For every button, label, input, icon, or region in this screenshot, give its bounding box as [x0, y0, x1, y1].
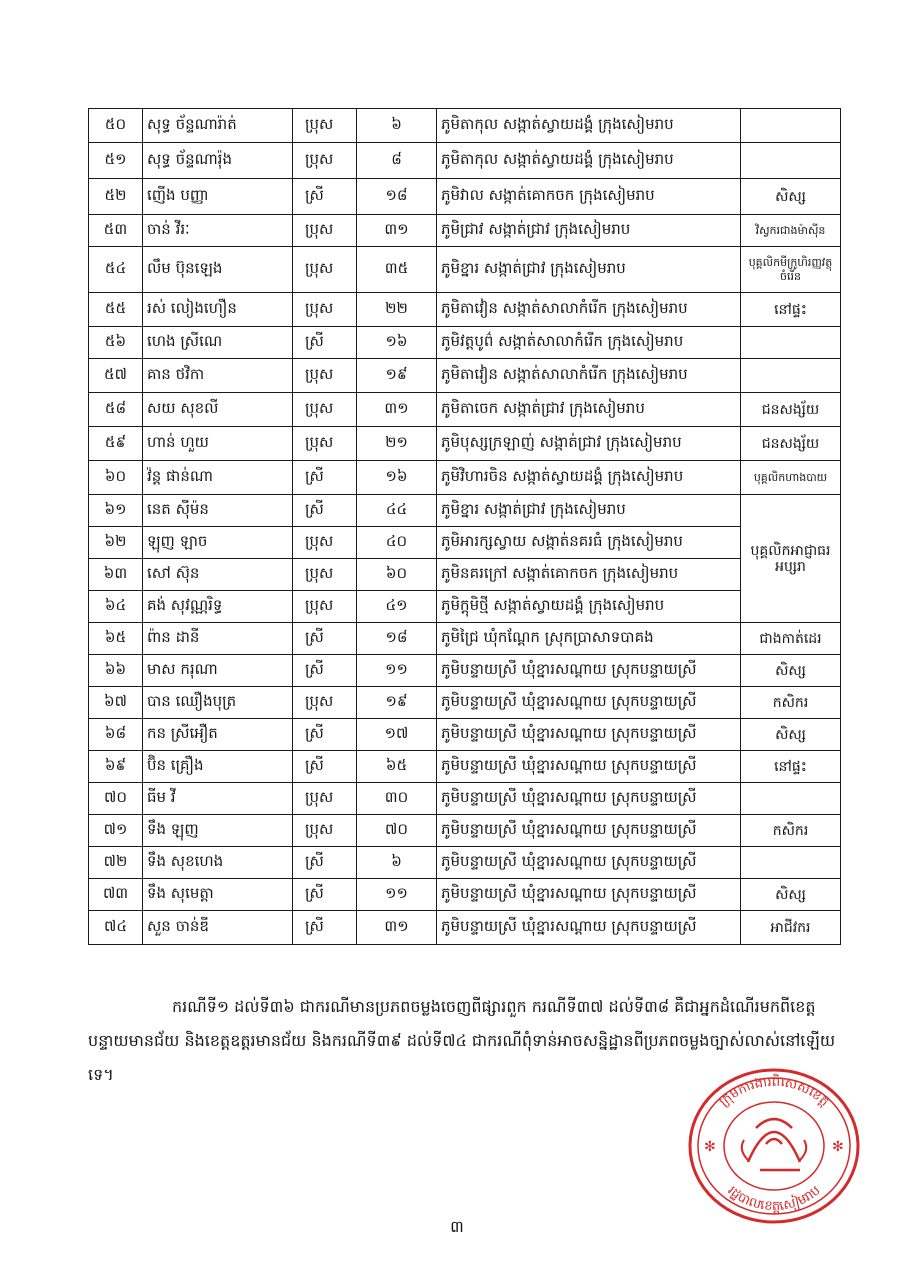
cell-note [741, 327, 841, 359]
table-row [89, 179, 841, 215]
cell-number: ៦៥ [89, 623, 143, 655]
cell-name: រស់ លៀងហឿន [143, 293, 293, 327]
cell-number: ៦២ [89, 527, 143, 559]
cell-age: ៣១ [357, 911, 437, 945]
cell-note [741, 359, 841, 393]
cell-sex: ស្រី [293, 719, 357, 751]
table-row [89, 815, 841, 847]
cell-name: នេត ស៊ីម៉ន [143, 495, 293, 527]
cell-sex: ស្រី [293, 879, 357, 911]
cell-note: នៅផ្ទះ [741, 293, 841, 327]
cell-number: ៦៨ [89, 719, 143, 751]
cell-address: ភូមិបន្ទាយស្រី ឃុំខ្នារសណ្តាយ ស្រុកបន្ទាយស្រី [437, 655, 741, 687]
cell-age: ៧០ [357, 815, 437, 847]
cell-note: សិស្ស [741, 719, 841, 751]
cell-number: ៦១ [89, 495, 143, 527]
cell-number: ៧១ [89, 815, 143, 847]
svg-text:✻: ✻ [704, 1139, 716, 1155]
cell-address: ភូមិវត្តបូព៌ សង្កាត់សាលាកំរើក ក្រុងសៀមរាប [437, 327, 741, 359]
cell-address: ភូមិបន្ទាយស្រី ឃុំខ្នារសណ្តាយ ស្រុកបន្ទាយស្រី [437, 783, 741, 815]
cell-name: សយ សុខលី [143, 393, 293, 427]
cell-name: ព៉ាន ដានី [143, 623, 293, 655]
cell-address: ភូមិជ្រាវ សង្កាត់ជ្រាវ ក្រុងសៀមរាប [437, 215, 741, 247]
cell-age: ១៨ [357, 179, 437, 215]
cell-age: ៦ [357, 847, 437, 879]
cell-age: ៣១ [357, 393, 437, 427]
cell-name: ហាន់ ហួយ [143, 427, 293, 461]
cell-note [741, 847, 841, 879]
table-row [89, 591, 841, 623]
cell-number: ៦០ [89, 461, 143, 495]
cell-age: ១៩ [357, 687, 437, 719]
cell-number: ៦៩ [89, 751, 143, 783]
cell-sex: ប្រុស [293, 293, 357, 327]
cell-age: ១៩ [357, 359, 437, 393]
paragraph-text: ករណីទី១ ដល់ទី៣៦ ជាករណីមានប្រភពចម្លងចេញពីផ្សារពួក ករណីទី៣៧ ដល់ទី៣៨ គឺជាអ្នកដំណើរមកពីខេត្តបន្ទាយមានជ័យ និងខេត្តឧត្តរមានជ័យ និងករណីទី៣៩ ដល់ទី៧៤ ជាករណីពុំទាន់អាចសន្និដ្ឋានពីប្រភពចម្លងច្បាស់លាស់នៅឡើយទេ។ [88, 997, 836, 1084]
page-number: ៣ [450, 1217, 464, 1236]
cell-note: ជនសង្ស័យ [741, 393, 841, 427]
cell-address: ភូមិតាចេក សង្កាត់ជ្រាវ ក្រុងសៀមរាប [437, 393, 741, 427]
cell-sex: ប្រុស [293, 109, 357, 143]
cell-age: ៦៥ [357, 751, 437, 783]
cell-sex: ប្រុស [293, 527, 357, 559]
cell-name: លឹម ប៊ុនឡេង [143, 247, 293, 293]
cell-age: ១៦ [357, 327, 437, 359]
cell-name: ទឹង ឡុញ [143, 815, 293, 847]
cell-note: ជនសង្ស័យ [741, 427, 841, 461]
cell-name: ចាន់ វីរៈ [143, 215, 293, 247]
cell-address: ភូមិនគរក្រៅ សង្កាត់គោកចក ក្រុងសៀមរាប [437, 559, 741, 591]
cell-number: ៦៤ [89, 591, 143, 623]
cell-name: បាន ឈឿងបុត្រ [143, 687, 293, 719]
cell-age: ៣៥ [357, 247, 437, 293]
cell-note: កសិករ [741, 687, 841, 719]
cell-number: ៥២ [89, 179, 143, 215]
case-table-body [89, 109, 841, 945]
cell-address: ភូមិខ្នារ សង្កាត់ជ្រាវ ក្រុងសៀមរាប [437, 247, 741, 293]
cell-number: ៥៣ [89, 215, 143, 247]
cell-note: កសិករ [741, 815, 841, 847]
cell-sex: ស្រី [293, 327, 357, 359]
cell-address: ភូមិតាកុល សង្កាត់ស្វាយដង្គំ ក្រុងសៀមរាប [437, 109, 741, 143]
cell-sex: ស្រី [293, 655, 357, 687]
table-row [89, 247, 841, 293]
cell-name: កន ស្រីអឿត [143, 719, 293, 751]
cell-number: ៦៣ [89, 559, 143, 591]
cell-address: ភូមិតាវៀន សង្កាត់សាលាកំរើក ក្រុងសៀមរាប [437, 359, 741, 393]
official-seal [686, 1066, 862, 1226]
cell-address: ភូមិបុស្សក្រឡាញ់ សង្កាត់ជ្រាវ ក្រុងសៀមរាប [437, 427, 741, 461]
table-row [89, 359, 841, 393]
table-row [89, 427, 841, 461]
table-row [89, 719, 841, 751]
cell-age: ៣១ [357, 215, 437, 247]
cell-age: ៦ [357, 109, 437, 143]
cell-address: ភូមិបន្ទាយស្រី ឃុំខ្នារសណ្តាយ ស្រុកបន្ទាយស្រី [437, 719, 741, 751]
cell-sex: ប្រុស [293, 687, 357, 719]
cell-number: ៥៤ [89, 247, 143, 293]
seal-text-bottom: រដ្ឋបាលខេត្តសៀមរាប [724, 1183, 824, 1215]
cell-address: ភូមិតាកុល សង្កាត់ស្វាយដង្គំ ក្រុងសៀមរាប [437, 143, 741, 179]
cell-number: ៦៦ [89, 655, 143, 687]
table-row [89, 143, 841, 179]
table-row [89, 559, 841, 591]
cell-sex: ប្រុស [293, 427, 357, 461]
table-row [89, 687, 841, 719]
cell-number: ៧០ [89, 783, 143, 815]
cell-address: ភូមិខ្នារ សង្កាត់ជ្រាវ ក្រុងសៀមរាប [437, 495, 741, 527]
cell-sex: ស្រី [293, 179, 357, 215]
cell-age: ២២ [357, 293, 437, 327]
cell-number: ៥៩ [89, 427, 143, 461]
cell-note [741, 143, 841, 179]
cell-name: គង់ សុវណ្ណរិទ្ធ [143, 591, 293, 623]
cell-name: សុទ្ធ ច័ន្ទណារ៉ាត់ [143, 109, 293, 143]
table-row [89, 293, 841, 327]
cell-age: ១១ [357, 879, 437, 911]
cell-note [741, 783, 841, 815]
table-row [89, 879, 841, 911]
seal-text-top: ក្រុមការងារពិសេសខេត្ត [716, 1074, 832, 1110]
cell-name: វ៉ន្ត ផាន់ណា [143, 461, 293, 495]
table-row [89, 215, 841, 247]
cell-address: ភូមិបន្ទាយស្រី ឃុំខ្នារសណ្តាយ ស្រុកបន្ទាយស្រី [437, 879, 741, 911]
cell-number: ៥១ [89, 143, 143, 179]
cell-sex: ស្រី [293, 495, 357, 527]
cell-note: បុគ្គលិកមីក្រូហិរញ្ញវត្ថុ ចំរើន [741, 247, 841, 293]
cell-age: ៤៤ [357, 495, 437, 527]
cell-sex: ប្រុស [293, 143, 357, 179]
cell-note: សិស្ស [741, 179, 841, 215]
cell-name: ទឹង សុមេត្តា [143, 879, 293, 911]
table-row [89, 847, 841, 879]
cell-note: បុគ្គលិកហាងបាយ [741, 461, 841, 495]
cell-age: ១៧ [357, 719, 437, 751]
cell-age: ១១ [357, 655, 437, 687]
cell-address: ភូមិបន្ទាយស្រី ឃុំខ្នារសណ្តាយ ស្រុកបន្ទាយស្រី [437, 847, 741, 879]
cell-age: ២១ [357, 427, 437, 461]
cell-sex: ប្រុស [293, 783, 357, 815]
cell-age: ១៨ [357, 623, 437, 655]
cell-name: ឡុញ ឡាច [143, 527, 293, 559]
table-row [89, 461, 841, 495]
cell-age: ៣០ [357, 783, 437, 815]
cell-number: ៧៣ [89, 879, 143, 911]
cell-sex: ប្រុស [293, 591, 357, 623]
cell-number: ៦៧ [89, 687, 143, 719]
cell-note: អាជីវករ [741, 911, 841, 945]
cell-address: ភូមិក្តុមិថ្មី សង្កាត់ស្វាយដង្គំ ក្រុងសៀមរាប [437, 591, 741, 623]
cell-number: ៥៧ [89, 359, 143, 393]
table-row [89, 751, 841, 783]
table-row [89, 327, 841, 359]
cell-address: ភូមិវិហារចិន សង្កាត់ស្វាយដង្គំ ក្រុងសៀមរាប [437, 461, 741, 495]
cell-number: ៥៦ [89, 327, 143, 359]
cell-age: ៤១ [357, 591, 437, 623]
table-row [89, 623, 841, 655]
cell-sex: ប្រុស [293, 393, 357, 427]
cell-sex: ស្រី [293, 461, 357, 495]
table-row [89, 109, 841, 143]
cell-sex: ស្រី [293, 751, 357, 783]
cell-name: មាស ករុណា [143, 655, 293, 687]
cell-name: សួន ចាន់ឌី [143, 911, 293, 945]
cell-sex: ប្រុស [293, 815, 357, 847]
case-table [88, 108, 841, 945]
table-row [89, 655, 841, 687]
cell-sex: ប្រុស [293, 247, 357, 293]
cell-note [741, 109, 841, 143]
cell-name: ប៊ិន គ្រឿង [143, 751, 293, 783]
cell-address: ភូមិបន្ទាយស្រី ឃុំខ្នារសណ្តាយ ស្រុកបន្ទាយស្រី [437, 911, 741, 945]
table-row [89, 527, 841, 559]
svg-text:✻: ✻ [832, 1139, 844, 1155]
cell-name: ធីម វី [143, 783, 293, 815]
cell-address: ភូមិបន្ទាយស្រី ឃុំខ្នារសណ្តាយ ស្រុកបន្ទាយស្រី [437, 815, 741, 847]
cell-note: ជាងកាត់ដេរ [741, 623, 841, 655]
cell-number: ៧៤ [89, 911, 143, 945]
cell-address: ភូមិជ្រៃ ឃុំកណ្តែក ស្រុកប្រាសាទបាគង [437, 623, 741, 655]
cell-name: ហេង ស្រីណេ [143, 327, 293, 359]
table-row [89, 495, 841, 527]
cell-number: ៥០ [89, 109, 143, 143]
cell-age: ៨ [357, 143, 437, 179]
cell-age: ១៦ [357, 461, 437, 495]
cell-name: សៅ ស៊ុន [143, 559, 293, 591]
cell-address: ភូមិអារក្សស្វាយ សង្កាត់នគរធំ ក្រុងសៀមរាប [437, 527, 741, 559]
cell-sex: ស្រី [293, 847, 357, 879]
cell-number: ៥៥ [89, 293, 143, 327]
cell-name: សុទ្ធ ច័ន្ទណារ៉ុង [143, 143, 293, 179]
table-row [89, 393, 841, 427]
table-row [89, 911, 841, 945]
cell-name: ញើង បញ្ញា [143, 179, 293, 215]
cell-address: ភូមិបន្ទាយស្រី ឃុំខ្នារសណ្តាយ ស្រុកបន្ទាយស្រី [437, 687, 741, 719]
cell-address: ភូមិតាវៀន សង្កាត់សាលាកំរើក ក្រុងសៀមរាប [437, 293, 741, 327]
cell-number: ៧២ [89, 847, 143, 879]
cell-address: ភូមិបន្ទាយស្រី ឃុំខ្នារសណ្តាយ ស្រុកបន្ទាយស្រី [437, 751, 741, 783]
cell-name: ទឹង សុខហេង [143, 847, 293, 879]
cell-sex: ប្រុស [293, 559, 357, 591]
cell-age: ៤០ [357, 527, 437, 559]
cell-sex: ប្រុស [293, 215, 357, 247]
cell-number: ៥៨ [89, 393, 143, 427]
table-row [89, 783, 841, 815]
cell-note: សិស្ស [741, 655, 841, 687]
cell-note: បុគ្គលិកអាជ្ញាធរអប្សរា [741, 495, 841, 623]
cell-sex: ស្រី [293, 623, 357, 655]
cell-sex: ប្រុស [293, 359, 357, 393]
cell-note: នៅផ្ទះ [741, 751, 841, 783]
cell-address: ភូមិវាល សង្កាត់គោកចក ក្រុងសៀមរាប [437, 179, 741, 215]
cell-note: វិស្វករជាងម៉ាស៊ីន [741, 215, 841, 247]
cell-sex: ស្រី [293, 911, 357, 945]
cell-name: គាន ថវិកា [143, 359, 293, 393]
cell-note: សិស្ស [741, 879, 841, 911]
cell-age: ៦០ [357, 559, 437, 591]
